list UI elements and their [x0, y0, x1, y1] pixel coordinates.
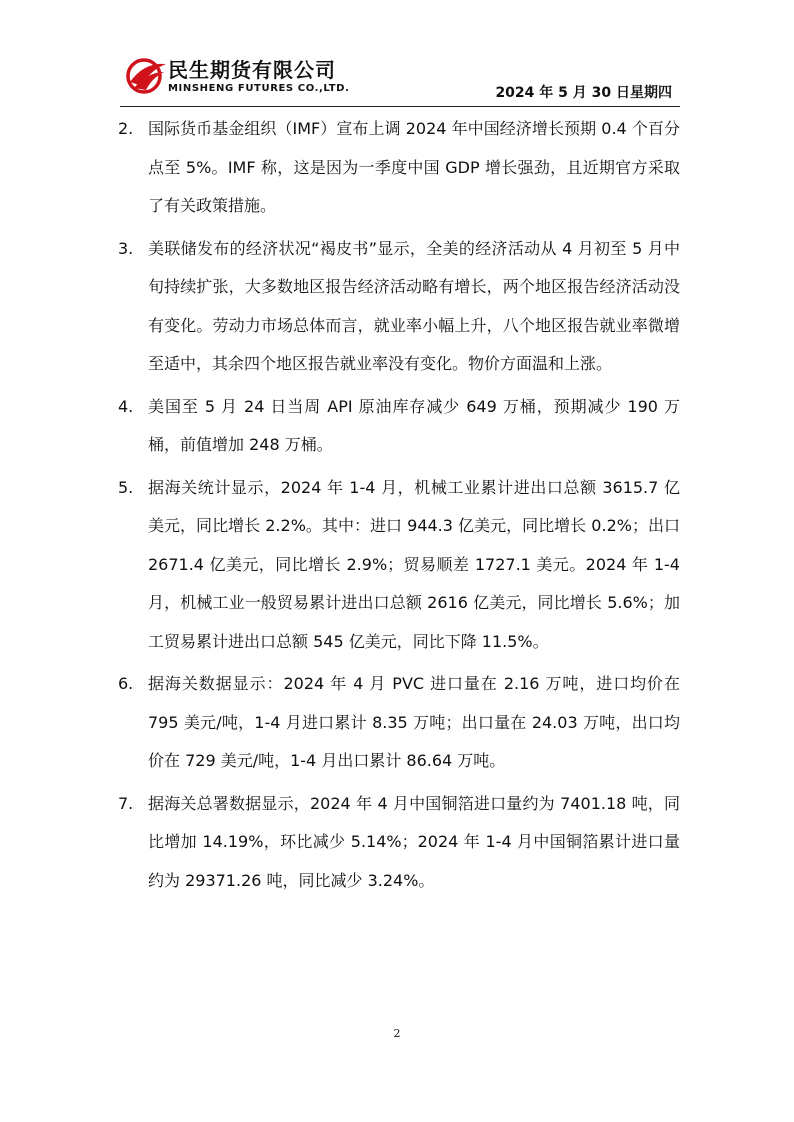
item-number: 3. [118, 238, 134, 258]
company-name-en: MINSHENG FUTURES CO.,LTD. [168, 83, 350, 94]
item-number: 7. [118, 793, 134, 813]
item-number: 4. [118, 396, 134, 416]
news-item [118, 110, 680, 226]
item-text: 国际货币基金组织（IMF）宣布上调 2024 年中国经济增长预期 0.4 个百分点至 5%。IMF 称，这是因为一季度中国 GDP 增长强劲，且近期官方采取了有关政策措施。 [148, 119, 680, 215]
news-list [118, 110, 680, 904]
item-number: 2. [118, 119, 134, 138]
item-text: 据海关总署数据显示，2024 年 4 月中国铜箔进口量约为 7401.18 吨，同比增加 14.19%，环比减少 5.14%；2024 年 1-4 月中国铜箔累计进口量约为 29371.26 吨，同比减少 3.24%。 [148, 793, 680, 890]
news-item [118, 665, 680, 781]
company-logo [120, 52, 370, 102]
minsheng-logo-icon [124, 58, 168, 94]
header-divider [120, 106, 680, 107]
report-date: 2024 年 5 月 30 日星期四 [495, 85, 672, 101]
item-text: 美国至 5 月 24 日当周 API 原油库存减少 649 万桶，预期减少 190 万桶，前值增加 248 万桶。 [148, 396, 680, 454]
item-text: 美联储发布的经济状况“褐皮书”显示，全美的经济活动从 4 月初至 5 月中旬持续扩张，大多数地区报告经济活动略有增长，两个地区报告经济活动没有变化。劳动力市场总体而言，就业率小幅上升，八个地区报告就业率微增至适中，其余四个地区报告就业率没有变化。物价方面温和上涨。 [148, 238, 680, 373]
item-text: 据海关数据显示：2024 年 4 月 PVC 进口量在 2.16 万吨，进口均价在 795 美元/吨，1-4 月进口累计 8.35 万吨；出口量在 24.03 万吨，出口均价在 729 美元/吨，1-4 月出口累计 86.64 万吨。 [148, 674, 680, 770]
company-name-cn: 民生期货有限公司 [168, 58, 336, 82]
news-item [118, 469, 680, 662]
news-item [118, 388, 680, 465]
news-item [118, 785, 680, 901]
item-number: 5. [118, 477, 134, 497]
item-text: 据海关统计显示，2024 年 1-4 月，机械工业累计进出口总额 3615.7 亿美元，同比增长 2.2%。其中：进口 944.3 亿美元，同比增长 0.2%；出口 2671.4 亿美元，同比增长 2.9%；贸易顺差 1727.1 美元。2024 年 1-4 月，机械工业一般贸易累计进出口总额 2616 亿美元，同比增长 5.6%；加工贸易累计进出口总额 545 亿美元，同比下降 11.5%。 [148, 477, 680, 651]
page-header [120, 52, 680, 108]
news-item [118, 230, 680, 384]
item-number: 6. [118, 674, 134, 693]
page-number: 2 [393, 1027, 401, 1040]
